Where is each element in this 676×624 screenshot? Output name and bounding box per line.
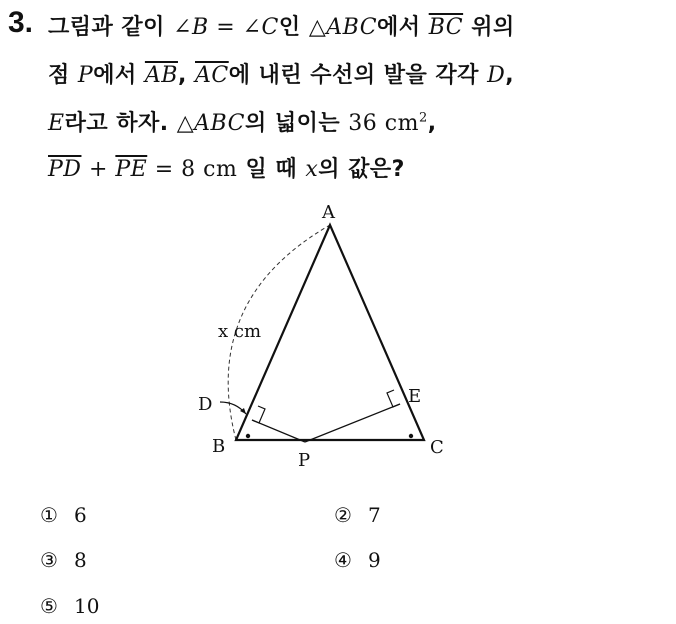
math: △ABC [176, 111, 245, 136]
choice-1[interactable] [40, 503, 87, 527]
label-c: C [430, 437, 444, 458]
choice-value: 9 [368, 548, 381, 572]
math: ∠B = ∠C [173, 15, 279, 40]
segment-ac: $\overline{AC}$ [195, 63, 229, 88]
label-d: D [198, 394, 213, 415]
label-e: E [408, 386, 422, 407]
math: x [305, 157, 319, 182]
text: 그림과 같이 [48, 15, 174, 40]
text: , [505, 63, 515, 88]
choice-4[interactable] [334, 548, 381, 572]
triangle-abc [236, 225, 424, 440]
area-value: 36 cm [348, 111, 419, 136]
right-angle-d [252, 406, 265, 423]
text: 에서 [93, 63, 145, 88]
math: P [77, 63, 94, 88]
label-b: B [212, 436, 226, 457]
text: 위의 [463, 15, 515, 40]
segment-ab: $\overline{AB}$ [144, 63, 178, 88]
segment-bc: $\overline{BC}$ [428, 15, 464, 40]
choice-mark: ① [40, 503, 58, 527]
angle-c-dot [409, 434, 413, 438]
label-xcm: x cm [218, 321, 262, 342]
exponent: 2 [418, 110, 428, 126]
choice-3[interactable] [40, 548, 87, 572]
choice-mark: ④ [334, 548, 352, 572]
d-pointer [220, 402, 246, 414]
segment-pe-line [305, 404, 400, 442]
choice-value: 8 [74, 548, 87, 572]
math: △ABC [308, 15, 378, 40]
choice-value: 10 [74, 594, 100, 618]
math: D [487, 63, 506, 88]
label-p: P [298, 450, 311, 471]
text: 의 값은? [318, 157, 405, 182]
segment-pe: $\overline{PE}$ [115, 157, 148, 182]
math: E [48, 111, 65, 136]
question-number: 3. [8, 6, 34, 39]
text: 라고 하자. [64, 111, 177, 136]
text: 에 내린 수선의 발을 각각 [228, 63, 488, 88]
text: 일 때 [237, 157, 306, 182]
choice-mark: ⑤ [40, 594, 58, 618]
text: 점 [48, 63, 78, 88]
choice-mark: ③ [40, 548, 58, 572]
angle-b-dot [246, 434, 250, 438]
choice-value: 6 [74, 503, 87, 527]
right-angle-e [387, 390, 400, 407]
choice-value: 7 [368, 503, 381, 527]
text: 에서 [377, 15, 429, 40]
text: , [177, 63, 195, 88]
choice-2[interactable] [334, 503, 381, 527]
choice-mark: ② [334, 503, 352, 527]
choice-5[interactable] [40, 594, 99, 618]
segment-pd-line [252, 420, 305, 442]
math: + [81, 157, 116, 182]
text: 의 넓이는 [244, 111, 349, 136]
text: , [427, 111, 437, 136]
text: 인 [278, 15, 309, 40]
label-a: A [322, 202, 335, 223]
segment-pd: $\overline{PD}$ [48, 157, 82, 182]
math: = 8 cm [147, 157, 238, 182]
